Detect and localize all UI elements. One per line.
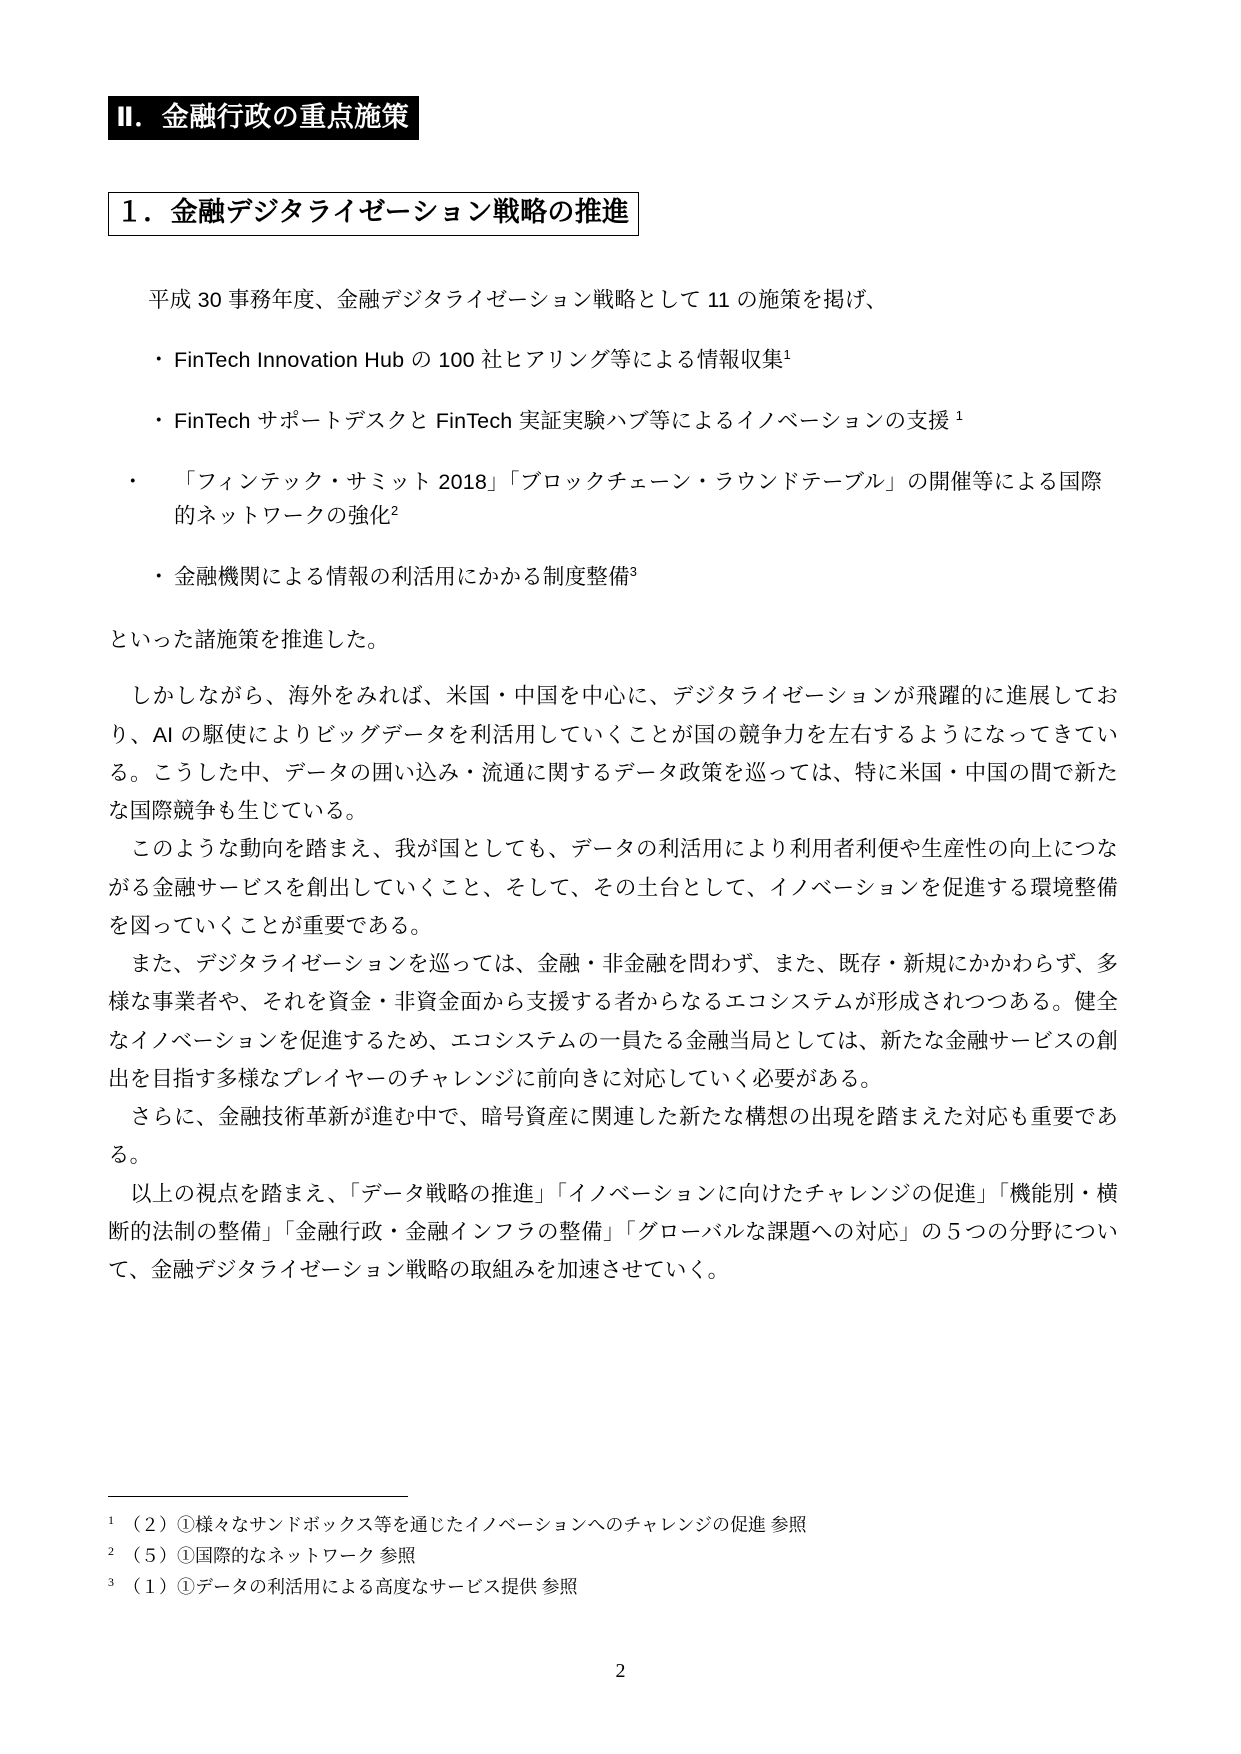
list-item-text: 金融機関による情報の利活用にかかる制度整備 (174, 565, 630, 590)
list-item-text: 「フィンテック・サミット 2018」「ブロックチェーン・ラウンドテーブル」の開催等による国際的ネットワークの強化 (174, 469, 1103, 529)
footnote-item (108, 1542, 1118, 1571)
list-item (108, 343, 1118, 378)
footnote-marker: 2 (108, 1543, 114, 1558)
footnote-ref: 1 (783, 346, 791, 362)
closing-line: といった諸施策を推進した。 (108, 627, 389, 652)
footnote-text: （５）①国際的なネットワーク 参照 (123, 1545, 416, 1566)
footnote-marker: 3 (108, 1574, 114, 1589)
footnote-text: （２）①様々なサンドボックス等を通じたイノベーションへのチャレンジの促進 参照 (123, 1515, 807, 1535)
body-paragraph-1: しかしながら、海外をみれば、米国・中国を中心に、デジタライゼーションが飛躍的に進展しており、AI の駆使によりビッグデータを利活用していくことが国の競争力を左右するようになってきている。こうした中、データの囲い込み・流通に関するデータ政策を巡っては、特に米国・中国の間で新たな国際競争も生じている。 (108, 684, 1118, 824)
page-number: 2 (615, 1660, 626, 1682)
footnote-ref: 2 (391, 503, 399, 519)
body-paragraph-4: さらに、金融技術革新が進む中で、暗号資産に関連した新たな構想の出現を踏まえた対応も重要である。 (108, 1105, 1118, 1168)
bullet-marker: ・ (122, 469, 144, 494)
page-content (108, 96, 1118, 1290)
footnote-item (108, 1511, 1118, 1540)
list-item-text: FinTech Innovation Hub の 100 社ヒアリング等による情報収集 (174, 347, 784, 372)
footnote-text: （１）①データの利活用による高度なサービス提供 参照 (123, 1576, 578, 1597)
section-heading-wrapper (108, 96, 1118, 140)
list-item (108, 560, 1118, 595)
bullet-marker: ・ (148, 408, 170, 433)
footnote-area (108, 1496, 1118, 1604)
footnote-ref: 3 (629, 564, 638, 579)
lead-paragraph: 平成 30 事務年度、金融デジタライゼーション戦略として 11 の施策を掲げ、 (148, 287, 888, 312)
section-heading: Ⅱ．金融行政の重点施策 (108, 96, 419, 140)
list-item (108, 404, 1118, 439)
subsection-heading-wrapper (108, 192, 1118, 235)
list-item (108, 465, 1118, 535)
footnote-marker: 1 (108, 1513, 114, 1527)
footnote-separator (108, 1496, 408, 1497)
body-paragraph-2: このような動向を踏まえ、我が国としても、データの利活用により利用者利便や生産性の向上につながる金融サービスを創出していくこと、そして、その土台として、イノベーションを促進する環境整備を図っていくことが重要である。 (108, 837, 1118, 938)
footnote-ref: 1 (955, 407, 964, 423)
list-item-text: FinTech サポートデスクと FinTech 実証実験ハブ等によるイノベーションの支援 (174, 408, 956, 433)
footnote-item (108, 1573, 1118, 1602)
bullet-marker: ・ (148, 347, 170, 372)
body-paragraph-3: また、デジタライゼーションを巡っては、金融・非金融を問わず、また、既存・新規にかかわらず、多様な事業者や、それを資金・非資金面から支援する者からなるエコシステムが形成されつつある。健全なイノベーションを促進するため、エコシステムの一員たる金融当局としては、新たな金融サービスの創出を目指す多様なプレイヤーのチャレンジに前向きに対応していく必要がある。 (108, 952, 1118, 1091)
body-paragraph-5: 以上の視点を踏まえ、「データ戦略の推進」「イノベーションに向けたチャレンジの促進」「機能別・横断的法制の整備」「金融行政・金融インフラの整備」「グローバルな課題への対応」の５つの分野について、金融デジタライゼーション戦略の取組みを加速させていく。 (108, 1181, 1118, 1283)
subsection-heading: １．金融デジタライゼーション戦略の推進 (108, 192, 639, 235)
bullet-marker: ・ (148, 565, 170, 590)
